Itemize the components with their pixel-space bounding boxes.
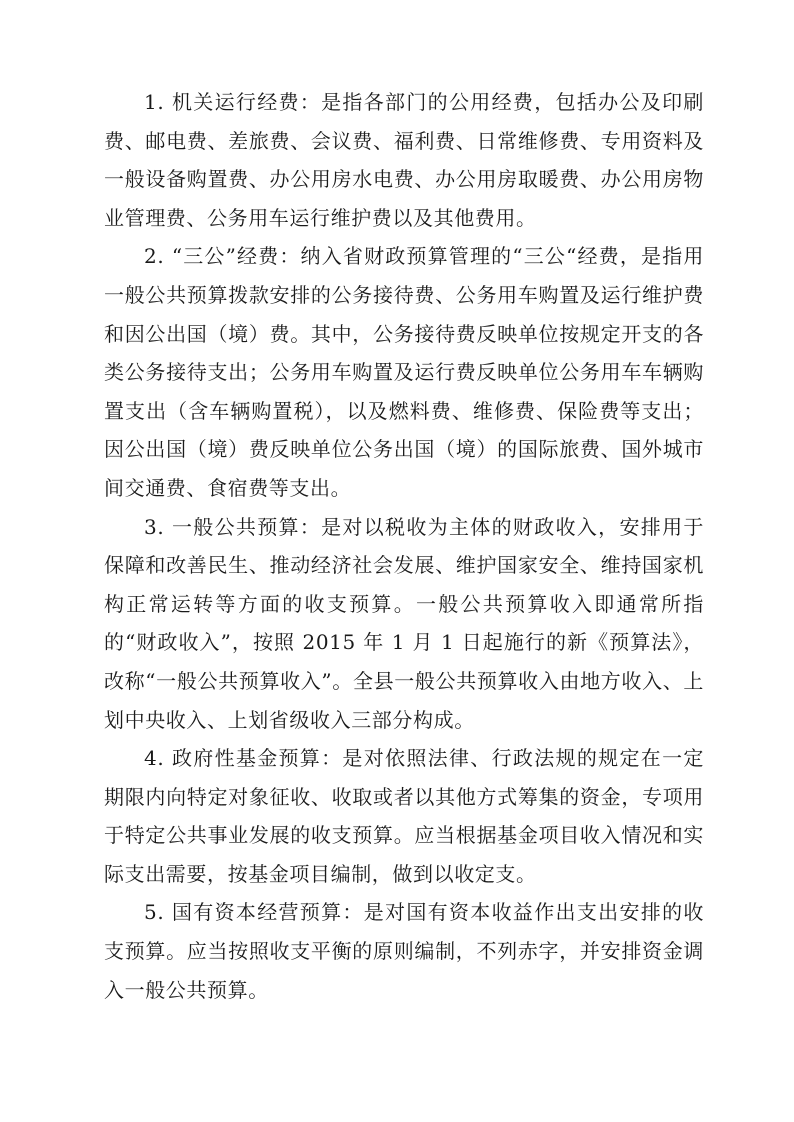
paragraph-4: 4. 政府性基金预算：是对依照法律、行政法规的规定在一定期限内向特定对象征收、收取或者以其他方式筹集的资金，专项用于特定公共事业发展的收支预算。应当根据基金项目收入情况和实际支出需要，按基金项目编制，做到以收定支。: [104, 746, 704, 886]
paragraph-2: 2. “三公”经费：纳入省财政预算管理的“三公“经费，是指用一般公共预算拨款安排的公务接待费、公务用车购置及运行维护费和因公出国（境）费。其中，公务接待费反映单位按规定开支的各类公务接待支出；公务用车购置及运行费反映单位公务用车车辆购置支出（含车辆购置税），以及燃料费、维修费、保险费等支出；因公出国（境）费反映单位公务出国（境）的国际旅费、国外城市间交通费、食宿费等支出。: [104, 244, 704, 500]
paragraph-1: 1. 机关运行经费：是指各部门的公用经费，包括办公及印刷费、邮电费、差旅费、会议费、福利费、日常维修费、专用资料及一般设备购置费、办公用房水电费、办公用房取暖费、办公用房物业管理费、公务用车运行维护费以及其他费用。: [104, 90, 704, 230]
paragraph-5: 5. 国有资本经营预算：是对国有资本收益作出支出安排的收支预算。应当按照收支平衡的原则编制，不列赤字，并安排资金调入一般公共预算。: [104, 900, 704, 1002]
paragraph-3: 3. 一般公共预算：是对以税收为主体的财政收入，安排用于保障和改善民生、推动经济社会发展、维护国家安全、维持国家机构正常运转等方面的收支预算。一般公共预算收入即通常所指的“财政收入”，按照 2015 年 1 月 1 日起施行的新《预算法》，改称“一般公共预算收入”。全县一般公共预算收入由地方收入、上划中央收入、上划省级收入三部分构成。: [104, 514, 704, 732]
